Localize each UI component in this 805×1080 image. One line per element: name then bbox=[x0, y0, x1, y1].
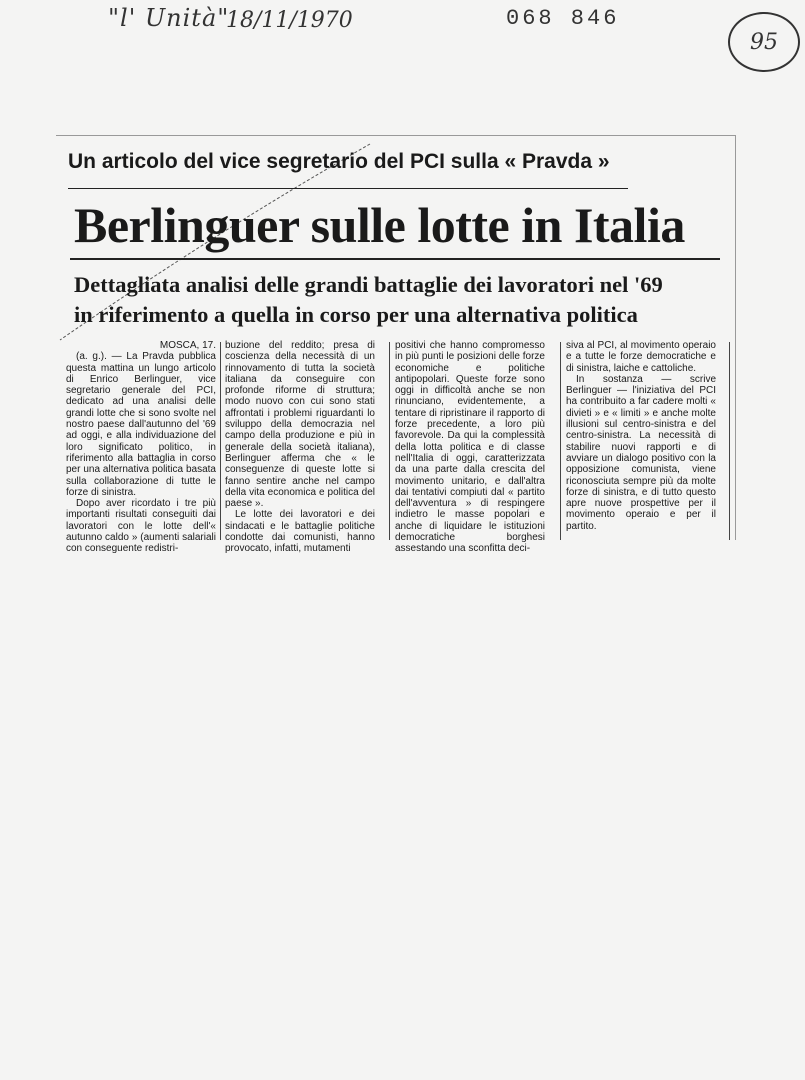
handwritten-source-note: "l' Unità" bbox=[108, 4, 230, 32]
archive-stamp-number: 068 846 bbox=[506, 6, 620, 31]
handwritten-date-note: 18/11/1970 bbox=[226, 8, 353, 33]
column-rule bbox=[389, 342, 390, 540]
column-rule bbox=[560, 342, 561, 540]
page-number-text: 95 bbox=[750, 29, 778, 55]
paragraph: Le lotte dei lavoratori e dei sindacati e le battaglie politiche condotte dai comunisti, hanno provocato, infatti, mutamenti bbox=[225, 509, 375, 555]
article-column-2 bbox=[225, 340, 375, 555]
article-column-3 bbox=[395, 340, 545, 555]
clipping-border-right bbox=[735, 135, 736, 540]
paragraph: In sostanza — scrive Berlinguer — l'iniziativa del PCI ha contribuito a far cadere molti « divieti » e « limiti » e anche molte illusioni sul centro-sinistra e del centro-sinistra. La necessità di stabilire nuovi rapporti e di avviare un dialogo positivo con la opposizione comunista, viene riconosciuta sempre più da molte forze di sinistra, e di tutto questo apre nuove prospettive per il movimento operaio e per il partito. bbox=[566, 373, 716, 532]
column-rule bbox=[220, 342, 221, 540]
article-kicker: Un articolo del vice segretario del PCI sulla « Pravda » bbox=[68, 150, 610, 173]
paragraph: positivi che hanno compromesso in più punti le posizioni delle forze economiche e politiche antipopolari. Queste forze sono oggi in difficoltà anche se non rinunciano, evidentemente, a tentare di ripristinare il rapporto di forze precedente, a loro più favorevole. Da qui la complessità della lotta politica e di classe nell'Italia di oggi, caratterizzata da una parte dalla crescita del movimento unitario, e dall'altra dai tentativi compiuti dal « partito dell'avventura » di respingere indietro le masse popolari e anche di liquidare le istituzioni democratiche borghesi assestando una sconfitta deci- bbox=[395, 340, 545, 555]
article-column-4 bbox=[566, 340, 716, 532]
paragraph: (a. g.). — La Pravda pubblica questa mattina un lungo articolo di Enrico Berlinguer, vice segretario generale del PCI, dedicato ad una analisi delle grandi lotte che si sono svolte nel nostro paese dall'autunno del '69 ad oggi, e alla individuazione del loro significato politico, in riferimento alla battaglia in corso per una alternativa politica basata sulla collaborazione di tutte le forze di sinistra. bbox=[66, 351, 216, 498]
headline-rule bbox=[70, 258, 720, 260]
article-column-1 bbox=[66, 340, 216, 555]
article-dateline: MOSCA, 17. bbox=[159, 340, 216, 351]
kicker-rule bbox=[68, 188, 628, 189]
article-subheadline bbox=[74, 270, 734, 330]
article-headline: Berlinguer sulle lotte in Italia bbox=[74, 197, 685, 253]
clipping-border-top bbox=[56, 135, 736, 136]
paragraph: Dopo aver ricordato i tre più importanti risultati conseguiti dai lavoratori con le lotte dell'« autunno caldo » (aumenti salariali con conseguente redistri- bbox=[66, 498, 216, 555]
column-rule bbox=[729, 342, 730, 540]
paragraph: buzione del reddito; presa di coscienza della necessità di un rinnovamento di tutta la società italiana da conseguire con profonde riforme di struttura; modo nuovo con cui sono stati affrontati i problemi riguardanti lo sviluppo della democrazia nel campo della produzione e più in generale della società italiana), Berlinguer afferma che « le conseguenze di queste lotte si fanno sentire anche nel campo della vita economica e politica del paese ». bbox=[225, 340, 375, 510]
paragraph: siva al PCI, al movimento operaio e a tutte le forze democratiche e di sinistra, laiche e cattoliche. bbox=[566, 340, 716, 374]
circled-page-number bbox=[728, 12, 800, 72]
subheadline-line-1: Dettagliata analisi delle grandi battaglie dei lavoratori nel '69 bbox=[74, 272, 663, 297]
subheadline-line-2: in riferimento a quella in corso per una alternativa politica bbox=[74, 302, 638, 327]
